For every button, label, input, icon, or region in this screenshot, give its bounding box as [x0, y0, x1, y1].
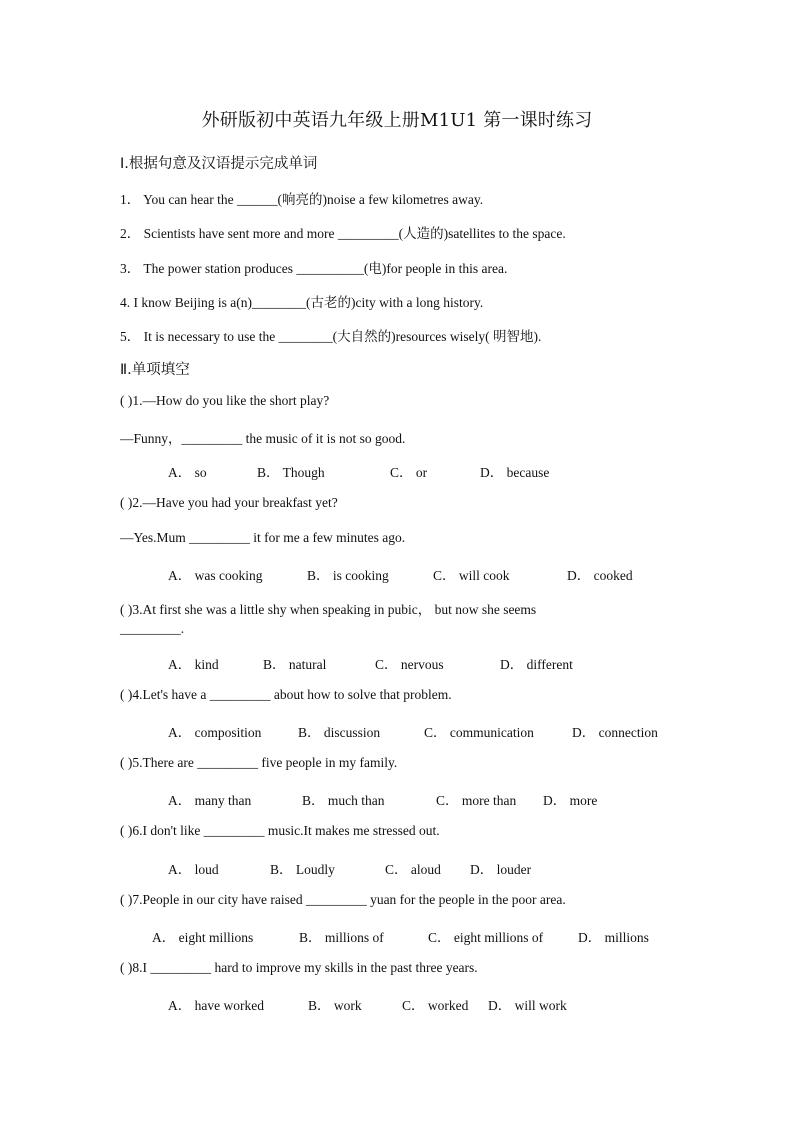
q3-option-b: B． natural [263, 657, 327, 672]
section-1-heading: Ⅰ.根据句意及汉语提示完成单词 [120, 156, 318, 172]
question-3-stem: ( )3.At first she was a little shy when speaking in pubic， but now she seems [120, 602, 537, 617]
question-3-reply: _________. [120, 621, 185, 636]
q8-option-a: A． have worked [168, 998, 264, 1013]
q7-option-b: B． millions of [299, 930, 384, 945]
q6-option-d: D． louder [470, 862, 532, 877]
question-8-stem: ( )8.I _________ hard to improve my skills in the past three years. [120, 960, 478, 975]
q4-option-d: D． connection [572, 725, 658, 740]
q1-option-d: D． because [480, 465, 550, 480]
q8-option-c: C． worked [402, 998, 469, 1013]
q4-option-a: A． composition [168, 725, 262, 740]
q1-option-b: B． Though [257, 465, 325, 480]
q8-option-b: B． work [308, 998, 362, 1013]
q6-option-c: C． aloud [385, 862, 441, 877]
q2-option-a: A． was cooking [168, 568, 263, 583]
fill-item-1: 1． You can hear the ______(响亮的)noise a few kilometres away. [120, 192, 484, 207]
question-5-stem: ( )5.There are _________ five people in my family. [120, 755, 398, 770]
q3-option-d: D． different [500, 657, 573, 672]
fill-item-2: 2． Scientists have sent more and more _________(人造的)satellites to the space. [120, 226, 566, 241]
question-1-reply: —Funny，_________ the music of it is not so good. [120, 431, 406, 446]
question-6-stem: ( )6.I don't like _________ music.It makes me stressed out. [120, 823, 440, 838]
q5-option-d: D． more [543, 793, 598, 808]
q7-option-c: C． eight millions of [428, 930, 544, 945]
page-title: 外研版初中英语九年级上册M1U1 第一课时练习 [201, 110, 593, 131]
question-2-reply: —Yes.Mum _________ it for me a few minutes ago. [120, 530, 406, 545]
question-1-stem: ( )1.—How do you like the short play? [120, 393, 330, 408]
q2-option-c: C． will cook [433, 568, 510, 583]
q7-option-a: A． eight millions [152, 930, 254, 945]
q8-option-d: D． will work [488, 998, 567, 1013]
question-4-stem: ( )4.Let's have a _________ about how to solve that problem. [120, 687, 452, 702]
q3-option-a: A． kind [168, 657, 219, 672]
q2-option-d: D． cooked [567, 568, 633, 583]
q2-option-b: B． is cooking [307, 568, 389, 583]
q6-option-a: A． loud [168, 862, 219, 877]
fill-item-3: 3． The power station produces __________(电)for people in this area. [120, 261, 508, 276]
q5-option-a: A． many than [168, 793, 252, 808]
q1-option-a: A． so [168, 465, 207, 480]
question-7-stem: ( )7.People in our city have raised _________ yuan for the people in the poor area. [120, 892, 566, 907]
q5-option-c: C． more than [436, 793, 517, 808]
q6-option-b: B． Loudly [270, 862, 335, 877]
fill-item-4: 4. I know Beijing is a(n)________(古老的)city with a long history. [120, 295, 484, 310]
q4-option-c: C． communication [424, 725, 534, 740]
q4-option-b: B． discussion [298, 725, 381, 740]
q5-option-b: B． much than [302, 793, 385, 808]
section-2-heading: Ⅱ.单项填空 [120, 362, 190, 378]
q3-option-c: C． nervous [375, 657, 444, 672]
q1-option-c: C． or [390, 465, 428, 480]
question-2-stem: ( )2.—Have you had your breakfast yet? [120, 495, 338, 510]
fill-item-5: 5． It is necessary to use the ________(大自然的)resources wisely( 明智地). [120, 329, 542, 344]
q7-option-d: D． millions [578, 930, 649, 945]
